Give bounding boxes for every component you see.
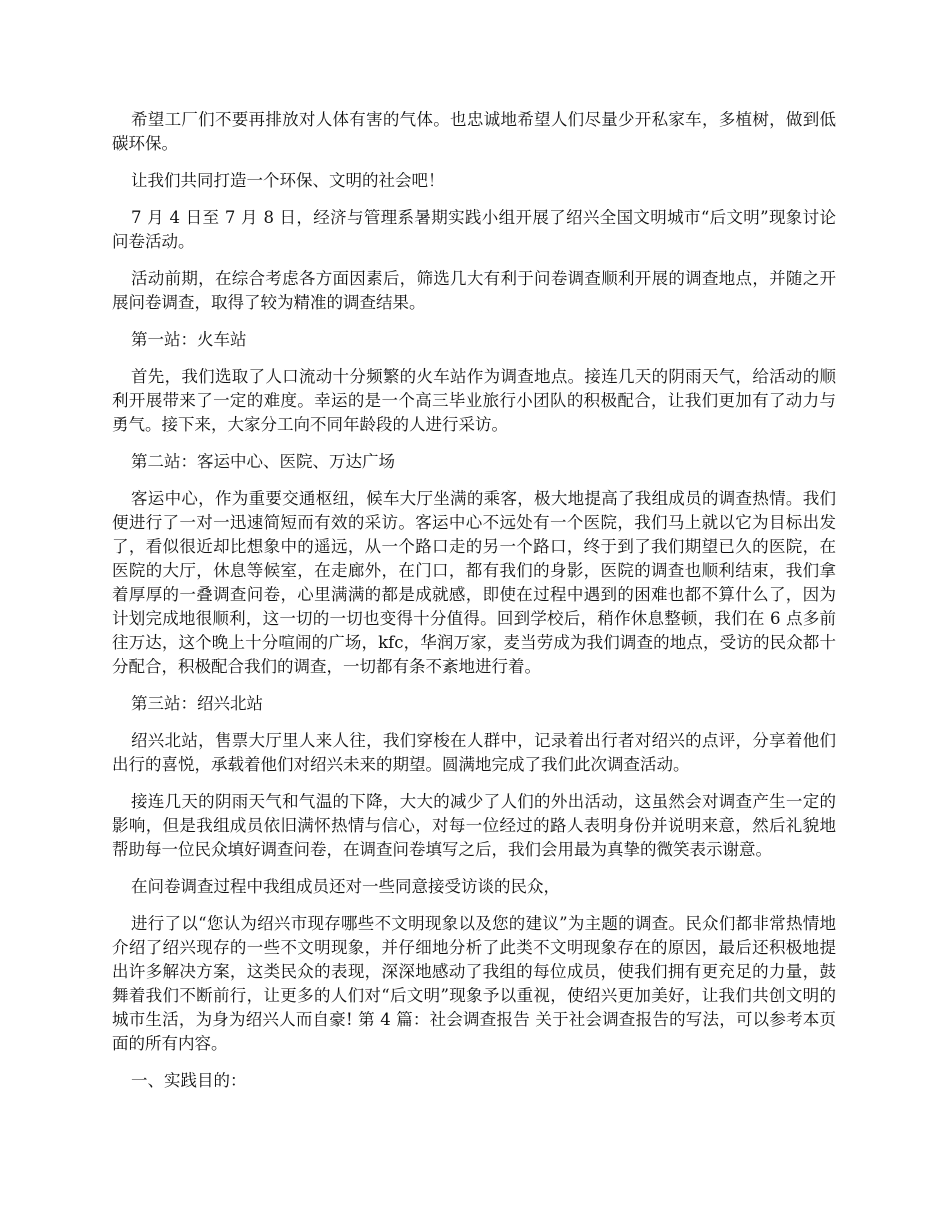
document-body — [112, 108, 836, 1106]
heading-station-3: 第三站：绍兴北站 — [131, 694, 263, 713]
heading-station-2: 第二站：客运中心、医院、万达广场 — [131, 452, 395, 471]
paragraph-weather-impact: 接连几天的阴雨天气和气温的下降，大大的减少了人们的外出活动，这虽然会对调查产生一定的影响，但是我组成员依旧满怀热情与信心，对每一位经过的路人表明身份并说明来意，然后礼貌地帮助每一位民众填好调查问卷，在调查问卷填写之后，我们会用最为真挚的微笑表示谢意。 — [112, 792, 836, 859]
paragraph-factory-hope: 希望工厂们不要再排放对人体有害的气体。也忠诚地希望人们尽量少开私家车，多植树，做到低碳环保。 — [112, 110, 836, 153]
paragraph-interview-topic: 进行了以“您认为绍兴市现存哪些不文明现象以及您的建议”为主题的调查。民众们都非常热情地介绍了绍兴现存的一些不文明现象，并仔细地分析了此类不文明现象存在的原因，最后还积极地提出许多解决方案，这类民众的表现，深深地感动了我组的每位成员，使我们拥有更充足的力量，鼓舞着我们不断前行，让更多的人们对“后文明”现象予以重视，使绍兴更加美好，让我们共创文明的城市生活，为身为绍兴人而自豪! 第 4 篇：社会调查报告 关于社会调查报告的写法，可以参考本页面的所有内容。 — [112, 914, 836, 1053]
paragraph-train-station: 首先，我们选取了人口流动十分频繁的火车站作为调查地点。接连几天的阴雨天气，给活动的顺利开展带来了一定的难度。幸运的是一个高三毕业旅行小团队的积极配合，让我们更加有了动力与勇气。接下来，大家分工向不同年龄段的人进行采访。 — [112, 367, 836, 434]
paragraph-preparation: 活动前期，在综合考虑各方面因素后，筛选几大有利于问卷调查顺利开展的调查地点，并随之开展问卷调查，取得了较为精准的调查结果。 — [112, 269, 836, 312]
heading-station-1: 第一站：火车站 — [131, 330, 247, 349]
paragraph-shaoxing-north: 绍兴北站，售票大厅里人来人往，我们穿梭在人群中，记录着出行者对绍兴的点评，分享着他们出行的喜悦，承载着他们对绍兴未来的期望。圆满地完成了我们此次调查活动。 — [112, 731, 836, 774]
paragraph-interviews-intro: 在问卷调查过程中我组成员还对一些同意接受访谈的民众， — [131, 877, 560, 896]
paragraph-civilized-society: 让我们共同打造一个环保、文明的社会吧！ — [131, 171, 445, 190]
paragraph-activity-dates: 7 月 4 日至 7 月 8 日，经济与管理系暑期实践小组开展了绍兴全国文明城市“后文明”现象讨论问卷活动。 — [112, 208, 836, 251]
paragraph-bus-hospital-wanda: 客运中心，作为重要交通枢纽，候车大厅坐满的乘客，极大地提高了我组成员的调查热情。我们便进行了一对一迅速简短而有效的采访。客运中心不远处有一个医院，我们马上就以它为目标出发了，看似很近却比想象中的遥远，从一个路口走的另一个路口，终于到了我们期望已久的医院，在医院的大厅，休息等候室，在走廊外，在门口，都有我们的身影，医院的调查也顺利结束，我们拿着厚厚的一叠调查问卷，心里满满的都是成就感，即使在过程中遇到的困难也都不算什么了，因为计划完成地很顺利，这一切的一切也变得十分值得。回到学校后，稍作休息整顿，我们在 6 点多前往万达，这个晚上十分喧闹的广场，kfc，华润万家，麦当劳成为我们调查的地点，受访的民众都十分配合，积极配合我们的调查，一切都有条不紊地进行着。 — [112, 489, 836, 676]
heading-practice-purpose: 一、实践目的： — [131, 1071, 247, 1090]
